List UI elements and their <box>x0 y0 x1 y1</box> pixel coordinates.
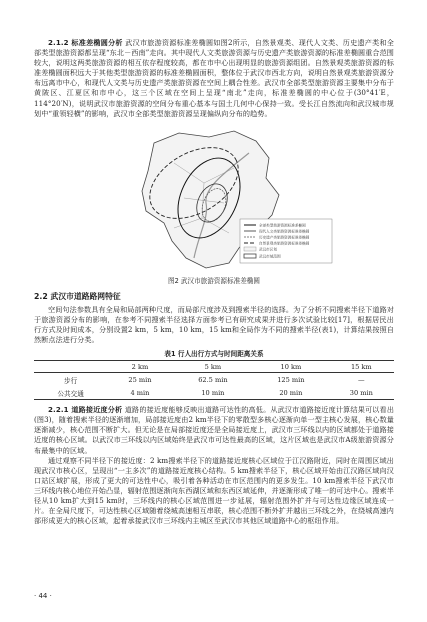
paragraph-text: 道路的接近度能够反映出道路可达性的高低。从武汉市道路接近度计算结果可以看出(图3)，随着搜索半径的逐渐增加，局部接近度由2 km半径下的零散型多核心逐渐向单一型主核心发展，核心数量逐渐减少，核心范围不断扩大。但无论是在局部接近度还是全局接近度上，武汉市三环线以内的区域都处于道路接近度的核心区域。以武汉市三环线以内区域始终是武汉市可达性最高的区域，这片区域也是武汉市A级旅游资源分布最集中的区域。 <box>34 405 395 455</box>
table-row <box>34 386 394 400</box>
table-header-row <box>34 361 394 373</box>
table-cell: — <box>358 375 365 384</box>
figure-2 <box>34 123 394 273</box>
table-header-cell: 2 km <box>131 362 149 371</box>
table-cell: 4 min <box>130 388 150 397</box>
legend-item-1: 现代人文类旅游资源标准差椭圆 <box>259 229 310 234</box>
page-number: · 44 · <box>34 592 52 600</box>
figure-2-caption: 图2 武汉市旅游资源标准差椭圆 <box>167 276 260 285</box>
table-1-caption: 表1 行人出行方式与时间距离关系 <box>164 350 264 359</box>
legend-item-4: 武汉市区划 <box>259 247 277 252</box>
paragraph-2-2-1 <box>34 405 394 455</box>
table-row <box>34 373 394 387</box>
table-cell: 30 min <box>349 388 373 397</box>
paragraph-text: 武汉市旅游资源标准差椭圆如图2所示，自然景观类、现代人文类、历史遗产类和全部类型旅游资源都呈现“东北－西南”走向。其中现代人文类旅游资源与历史遗产类旅游资源的标准差椭圆重合范围较大，说明这两类旅游资源的相互依存程度较高，都在市中心出现明显的旅游资源组团。自然景观类旅游资源的标准差椭圆面积远大于其他类型旅游资源的标准差椭圆面积，整体位于武汉市西北方向，说明自然景观类旅游资源分布远离市中心，和现代人文类与历史遗产类旅游资源在空间上耦合性差。武汉市全部类型旅游资源主要集中分布于黄陂区、江夏区和市中心，这三个区域在空间上呈现“南北”走向，标准差椭圆的中心位于(30°41′E，114°20′N)，说明武汉市旅游资源的空间分布重心基本与国土几何中心保持一致。受长江自然流向和武汉城市规划中“重领轻横”的影响，武汉市全部类型旅游资源呈现偏纵向分布的趋势。 <box>34 38 394 118</box>
table-header-cell <box>34 361 107 373</box>
table-cell: 25 min <box>128 375 152 384</box>
table-cell: 125 min <box>277 375 305 384</box>
paragraph-2-1-2 <box>34 38 394 119</box>
subsection-heading-2-1-2: 2.1.2 标准差椭圆分析 <box>48 38 123 47</box>
subsection-heading-2-2-1: 2.2.1 道路接近度分析 <box>48 405 123 415</box>
page-content <box>34 38 394 526</box>
figure-2-map <box>34 123 394 273</box>
legend-item-3: 自然景观类旅游资源标准差椭圆 <box>259 241 310 246</box>
table-cell: 62.5 min <box>198 375 228 384</box>
table-1 <box>34 360 394 400</box>
paragraph-2-2: 空间句法参数具有全局和局部两种尺度，而局部尺度涉及到搜索半径的选择。为了分析不同搜索半径下道路对于旅游资源分布的影响，在参考不同搜索半径选择方面参考已有研究成果并进行多次试验比较[17]，根据居民出行方式及时间成本，分别设置2 km，5 km，10 km，15 km和全局作为不同的搜索半径(表1)，计算结果按照自然断点法进行分类。 <box>34 304 394 345</box>
table-cell: 20 min <box>279 388 303 397</box>
table-header-cell: 10 km <box>280 362 302 371</box>
table-cell: 公共交通 <box>57 389 84 398</box>
table-header-cell: 5 km <box>204 362 222 371</box>
legend-item-0: 全部类型旅游资源标准差椭圆 <box>259 223 306 228</box>
table-header-cell: 15 km <box>350 362 372 371</box>
section-heading-2-2: 2.2 武汉市道路路网特征 <box>34 291 121 301</box>
legend-item-2: 历史遗产类旅游资源标准差椭圆 <box>259 235 310 240</box>
paragraph-2-2-1-continued: 通过观察不同半径下的接近度：2 km搜索半径下的道路接近度核心区域位于江汉路附近，同时在周围区域出现武汉市核心区，呈现出“一主多次”的道路接近度核心结构。5 km搜索半径下，核心区域开始由江汉路区域向汉口站区域扩展，形成了更大的可达性中心，吸引着各种活动在市区范围内的更多发生。10 km搜索半径下武汉市三环线内核心地位开始凸显，辐射范围逐渐向东西湖区域和东西区域延伸，并逐渐形成了唯一的可达中心。搜索半径从10 km扩大到15 km时，三环线内的核心区域范围进一步延展，辐射范围外扩并与可达性边缘区域连成一片。在全局尺度下，可达性核心区域随着绕城高速相互串联，核心范围不断外扩并越出三环线之外，在绕城高速内部形成更大的核心区域，起着承接武汉市三环线内主城区至武汉市其他区域道路中心的枢纽作用。 <box>34 455 394 526</box>
table-cell: 步行 <box>64 376 78 385</box>
table-cell: 10 min <box>201 388 225 397</box>
legend-item-5: 武汉市域范围 <box>259 254 281 259</box>
figure-2-legend <box>240 219 332 263</box>
